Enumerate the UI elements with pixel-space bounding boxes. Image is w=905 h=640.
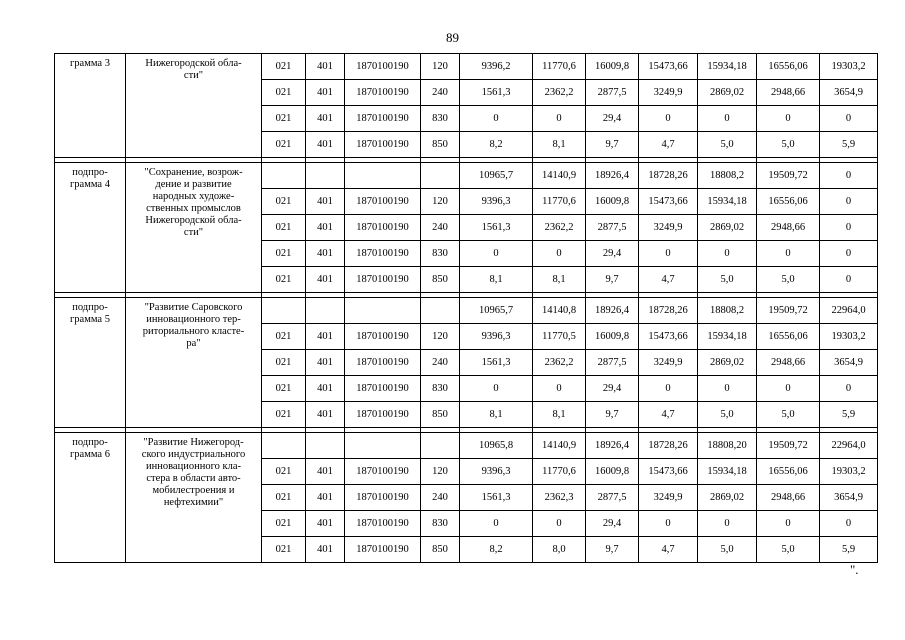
table-cell: 401 — [306, 215, 345, 241]
table-cell — [421, 433, 460, 459]
table-cell: 0 — [460, 511, 533, 537]
subprogram-label: подпро- грамма 6 — [55, 433, 126, 563]
table-cell: 9,7 — [586, 267, 639, 293]
table-cell: 1870100190 — [345, 132, 421, 158]
table-cell — [345, 163, 421, 189]
table-cell: 401 — [306, 459, 345, 485]
table-cell: 8,1 — [460, 267, 533, 293]
table-cell: 401 — [306, 402, 345, 428]
table-cell: 18808,2 — [698, 298, 757, 324]
table-cell: 0 — [820, 267, 878, 293]
table-cell: 0 — [820, 376, 878, 402]
table-cell: 830 — [421, 376, 460, 402]
table-cell: 14140,8 — [533, 298, 586, 324]
table-cell: 120 — [421, 324, 460, 350]
table-cell — [306, 298, 345, 324]
table-cell: 240 — [421, 485, 460, 511]
table-cell: 19303,2 — [820, 324, 878, 350]
table-cell: 9,7 — [586, 132, 639, 158]
table-cell: 0 — [639, 106, 698, 132]
table-cell: 4,7 — [639, 402, 698, 428]
table-cell — [262, 298, 306, 324]
table-cell: 29,4 — [586, 511, 639, 537]
table-cell: 0 — [820, 163, 878, 189]
table-cell: 021 — [262, 485, 306, 511]
table-cell: 15473,66 — [639, 324, 698, 350]
table-cell: 0 — [533, 511, 586, 537]
table-cell: 11770,6 — [533, 189, 586, 215]
table-cell: 15473,66 — [639, 54, 698, 80]
table-cell: 22964,0 — [820, 298, 878, 324]
table-row — [55, 433, 878, 459]
table-cell: 401 — [306, 350, 345, 376]
table-row — [55, 163, 878, 189]
table-cell: 18728,26 — [639, 298, 698, 324]
table-cell: 15934,18 — [698, 459, 757, 485]
table-cell: 401 — [306, 485, 345, 511]
table-cell: 0 — [460, 241, 533, 267]
table-cell: 1561,3 — [460, 350, 533, 376]
subprogram-name: "Сохранение, возрож- дение и развитие народных художе- ственных промыслов Нижегородской обла- сти" — [126, 163, 262, 293]
table-cell: 2362,2 — [533, 350, 586, 376]
table-cell: 19509,72 — [757, 433, 820, 459]
table-cell: 1870100190 — [345, 537, 421, 563]
subprogram-name: "Развитие Саровского инновационного тер- риториального класте- ра" — [126, 298, 262, 428]
table-cell: 0 — [533, 376, 586, 402]
table-cell: 0 — [757, 241, 820, 267]
table-cell: 5,9 — [820, 132, 878, 158]
table-cell: 0 — [460, 106, 533, 132]
table-cell: 1870100190 — [345, 402, 421, 428]
table-cell: 021 — [262, 324, 306, 350]
table-cell: 2362,2 — [533, 80, 586, 106]
table-cell: 850 — [421, 537, 460, 563]
table-cell: 5,9 — [820, 402, 878, 428]
table-cell: 120 — [421, 54, 460, 80]
table-cell: 8,1 — [533, 402, 586, 428]
table-cell: 2877,5 — [586, 80, 639, 106]
table-cell: 15473,66 — [639, 459, 698, 485]
table-cell: 22964,0 — [820, 433, 878, 459]
table-cell: 9,7 — [586, 402, 639, 428]
table-cell: 29,4 — [586, 106, 639, 132]
table-cell: 021 — [262, 54, 306, 80]
table-cell: 401 — [306, 132, 345, 158]
page-number: 89 — [446, 30, 459, 45]
table-cell: 0 — [698, 511, 757, 537]
table-cell: 2948,66 — [757, 350, 820, 376]
table-cell: 16009,8 — [586, 459, 639, 485]
table-cell: 8,2 — [460, 537, 533, 563]
table-cell: 1870100190 — [345, 106, 421, 132]
table-cell: 1870100190 — [345, 54, 421, 80]
table-cell: 10965,7 — [460, 163, 533, 189]
table-cell: 15473,66 — [639, 189, 698, 215]
table-cell: 3654,9 — [820, 350, 878, 376]
table-cell: 401 — [306, 54, 345, 80]
table-cell: 0 — [639, 376, 698, 402]
table-cell: 0 — [639, 241, 698, 267]
table-cell: 240 — [421, 215, 460, 241]
table-cell: 2362,2 — [533, 215, 586, 241]
table-cell: 0 — [533, 106, 586, 132]
table-cell: 0 — [698, 376, 757, 402]
table-cell: 19303,2 — [820, 459, 878, 485]
table-cell: 5,0 — [698, 537, 757, 563]
table-cell: 5,0 — [757, 267, 820, 293]
table-cell: 2869,02 — [698, 485, 757, 511]
table-cell: 10965,7 — [460, 298, 533, 324]
subprogram-name: Нижегородской обла- сти" — [126, 54, 262, 158]
table-cell: 14140,9 — [533, 163, 586, 189]
table-cell: 021 — [262, 350, 306, 376]
table-cell: 0 — [460, 376, 533, 402]
table-cell: 11770,5 — [533, 324, 586, 350]
table-cell: 9396,3 — [460, 459, 533, 485]
table-cell: 0 — [820, 215, 878, 241]
table-cell: 1870100190 — [345, 241, 421, 267]
table-cell: 16009,8 — [586, 54, 639, 80]
table-cell: 0 — [820, 106, 878, 132]
table-cell: 9396,2 — [460, 54, 533, 80]
table-cell: 1870100190 — [345, 324, 421, 350]
table-cell: 2948,66 — [757, 80, 820, 106]
table-cell: 2362,3 — [533, 485, 586, 511]
table-cell: 0 — [639, 511, 698, 537]
table-cell: 2877,5 — [586, 485, 639, 511]
table-cell: 120 — [421, 189, 460, 215]
table-cell: 15934,18 — [698, 324, 757, 350]
budget-table — [54, 53, 878, 563]
table-cell: 120 — [421, 459, 460, 485]
table-cell: 401 — [306, 537, 345, 563]
table-cell: 16009,8 — [586, 324, 639, 350]
table-cell: 0 — [698, 241, 757, 267]
table-cell — [421, 163, 460, 189]
table-cell: 0 — [757, 511, 820, 537]
table-cell: 16556,06 — [757, 189, 820, 215]
table-cell: 8,0 — [533, 537, 586, 563]
table-cell: 2869,02 — [698, 80, 757, 106]
table-row — [55, 54, 878, 80]
table-cell: 830 — [421, 511, 460, 537]
table-cell: 401 — [306, 376, 345, 402]
table-cell: 0 — [820, 241, 878, 267]
table-cell: 10965,8 — [460, 433, 533, 459]
table-cell: 1561,3 — [460, 215, 533, 241]
table-cell: 9,7 — [586, 537, 639, 563]
table-cell: 1870100190 — [345, 267, 421, 293]
table-cell: 1870100190 — [345, 80, 421, 106]
table-cell — [306, 433, 345, 459]
table-cell: 021 — [262, 459, 306, 485]
table-cell: 5,0 — [757, 402, 820, 428]
table-cell — [345, 433, 421, 459]
table-cell: 11770,6 — [533, 54, 586, 80]
table-cell: 401 — [306, 324, 345, 350]
table-cell: 19509,72 — [757, 298, 820, 324]
table-cell: 2869,02 — [698, 215, 757, 241]
table-cell: 021 — [262, 132, 306, 158]
table-cell: 1870100190 — [345, 215, 421, 241]
table-cell: 1561,3 — [460, 80, 533, 106]
table-cell: 0 — [820, 511, 878, 537]
table-cell: 021 — [262, 80, 306, 106]
table-cell: 850 — [421, 402, 460, 428]
table-cell — [262, 433, 306, 459]
table-cell: 3654,9 — [820, 485, 878, 511]
table-cell: 830 — [421, 106, 460, 132]
table-cell: 14140,9 — [533, 433, 586, 459]
table-cell: 4,7 — [639, 132, 698, 158]
table-cell: 18728,26 — [639, 163, 698, 189]
table-cell: 021 — [262, 106, 306, 132]
table-body — [55, 54, 878, 563]
table-cell: 830 — [421, 241, 460, 267]
table-cell — [421, 298, 460, 324]
table-cell: 29,4 — [586, 376, 639, 402]
table-row — [55, 298, 878, 324]
table-cell: 5,0 — [698, 402, 757, 428]
subprogram-name: "Развитие Нижегород- ского индустриального инновационного кла- стера в области авто- мобилестроения и нефтехимии" — [126, 433, 262, 563]
table-cell: 29,4 — [586, 241, 639, 267]
table-cell: 11770,6 — [533, 459, 586, 485]
table-cell: 021 — [262, 402, 306, 428]
table-cell: 5,0 — [757, 132, 820, 158]
table-cell: 18926,4 — [586, 433, 639, 459]
table-cell: 5,9 — [820, 537, 878, 563]
table-cell: 850 — [421, 267, 460, 293]
table-cell: 2869,02 — [698, 350, 757, 376]
table-cell: 15934,18 — [698, 189, 757, 215]
table-cell: 401 — [306, 106, 345, 132]
table-cell: 0 — [757, 106, 820, 132]
table-cell: 2948,66 — [757, 485, 820, 511]
table-cell: 9396,3 — [460, 324, 533, 350]
table-cell: 021 — [262, 511, 306, 537]
table-cell: 19509,72 — [757, 163, 820, 189]
table-cell: 5,0 — [698, 267, 757, 293]
table-cell: 0 — [533, 241, 586, 267]
table-cell: 16009,8 — [586, 189, 639, 215]
table-cell: 3249,9 — [639, 215, 698, 241]
table-cell: 4,7 — [639, 267, 698, 293]
table-cell: 3654,9 — [820, 80, 878, 106]
table-cell: 240 — [421, 80, 460, 106]
table-cell: 0 — [698, 106, 757, 132]
table-cell: 401 — [306, 241, 345, 267]
table-cell — [306, 163, 345, 189]
table-cell: 18926,4 — [586, 298, 639, 324]
subprogram-label: подпро- грамма 4 — [55, 163, 126, 293]
table-cell: 9396,3 — [460, 189, 533, 215]
table-cell: 0 — [757, 376, 820, 402]
subprogram-label: подпро- грамма 5 — [55, 298, 126, 428]
table-cell: 8,2 — [460, 132, 533, 158]
table-cell: 8,1 — [533, 132, 586, 158]
table-cell: 16556,06 — [757, 459, 820, 485]
table-cell: 3249,9 — [639, 80, 698, 106]
subprogram-label: грамма 3 — [55, 54, 126, 158]
table-cell: 8,1 — [460, 402, 533, 428]
table-cell: 3249,9 — [639, 350, 698, 376]
table-cell: 15934,18 — [698, 54, 757, 80]
table-cell: 2877,5 — [586, 350, 639, 376]
closing-quote-mark: ". — [850, 562, 859, 577]
table-cell: 0 — [820, 189, 878, 215]
table-cell: 8,1 — [533, 267, 586, 293]
table-cell: 4,7 — [639, 537, 698, 563]
table-cell: 1870100190 — [345, 350, 421, 376]
table-cell: 240 — [421, 350, 460, 376]
table-cell: 401 — [306, 80, 345, 106]
table-cell: 401 — [306, 189, 345, 215]
table-cell: 1870100190 — [345, 459, 421, 485]
table-cell: 2948,66 — [757, 215, 820, 241]
table-cell: 1870100190 — [345, 376, 421, 402]
table-cell: 16556,06 — [757, 54, 820, 80]
table-cell: 401 — [306, 511, 345, 537]
table-cell: 1561,3 — [460, 485, 533, 511]
table-cell: 18808,2 — [698, 163, 757, 189]
table-cell: 1870100190 — [345, 189, 421, 215]
table-cell: 1870100190 — [345, 511, 421, 537]
table-cell: 18728,26 — [639, 433, 698, 459]
table-cell: 16556,06 — [757, 324, 820, 350]
table-cell: 021 — [262, 189, 306, 215]
table-cell: 021 — [262, 537, 306, 563]
table-cell: 401 — [306, 267, 345, 293]
table-cell: 18808,20 — [698, 433, 757, 459]
table-cell: 3249,9 — [639, 485, 698, 511]
table-cell: 1870100190 — [345, 485, 421, 511]
table-cell: 18926,4 — [586, 163, 639, 189]
table-cell: 021 — [262, 215, 306, 241]
table-cell: 850 — [421, 132, 460, 158]
table-cell — [345, 298, 421, 324]
table-cell — [262, 163, 306, 189]
table-cell: 021 — [262, 267, 306, 293]
table-cell: 5,0 — [757, 537, 820, 563]
table-cell: 2877,5 — [586, 215, 639, 241]
table-cell: 021 — [262, 241, 306, 267]
table-cell: 5,0 — [698, 132, 757, 158]
table-cell: 021 — [262, 376, 306, 402]
table-cell: 19303,2 — [820, 54, 878, 80]
